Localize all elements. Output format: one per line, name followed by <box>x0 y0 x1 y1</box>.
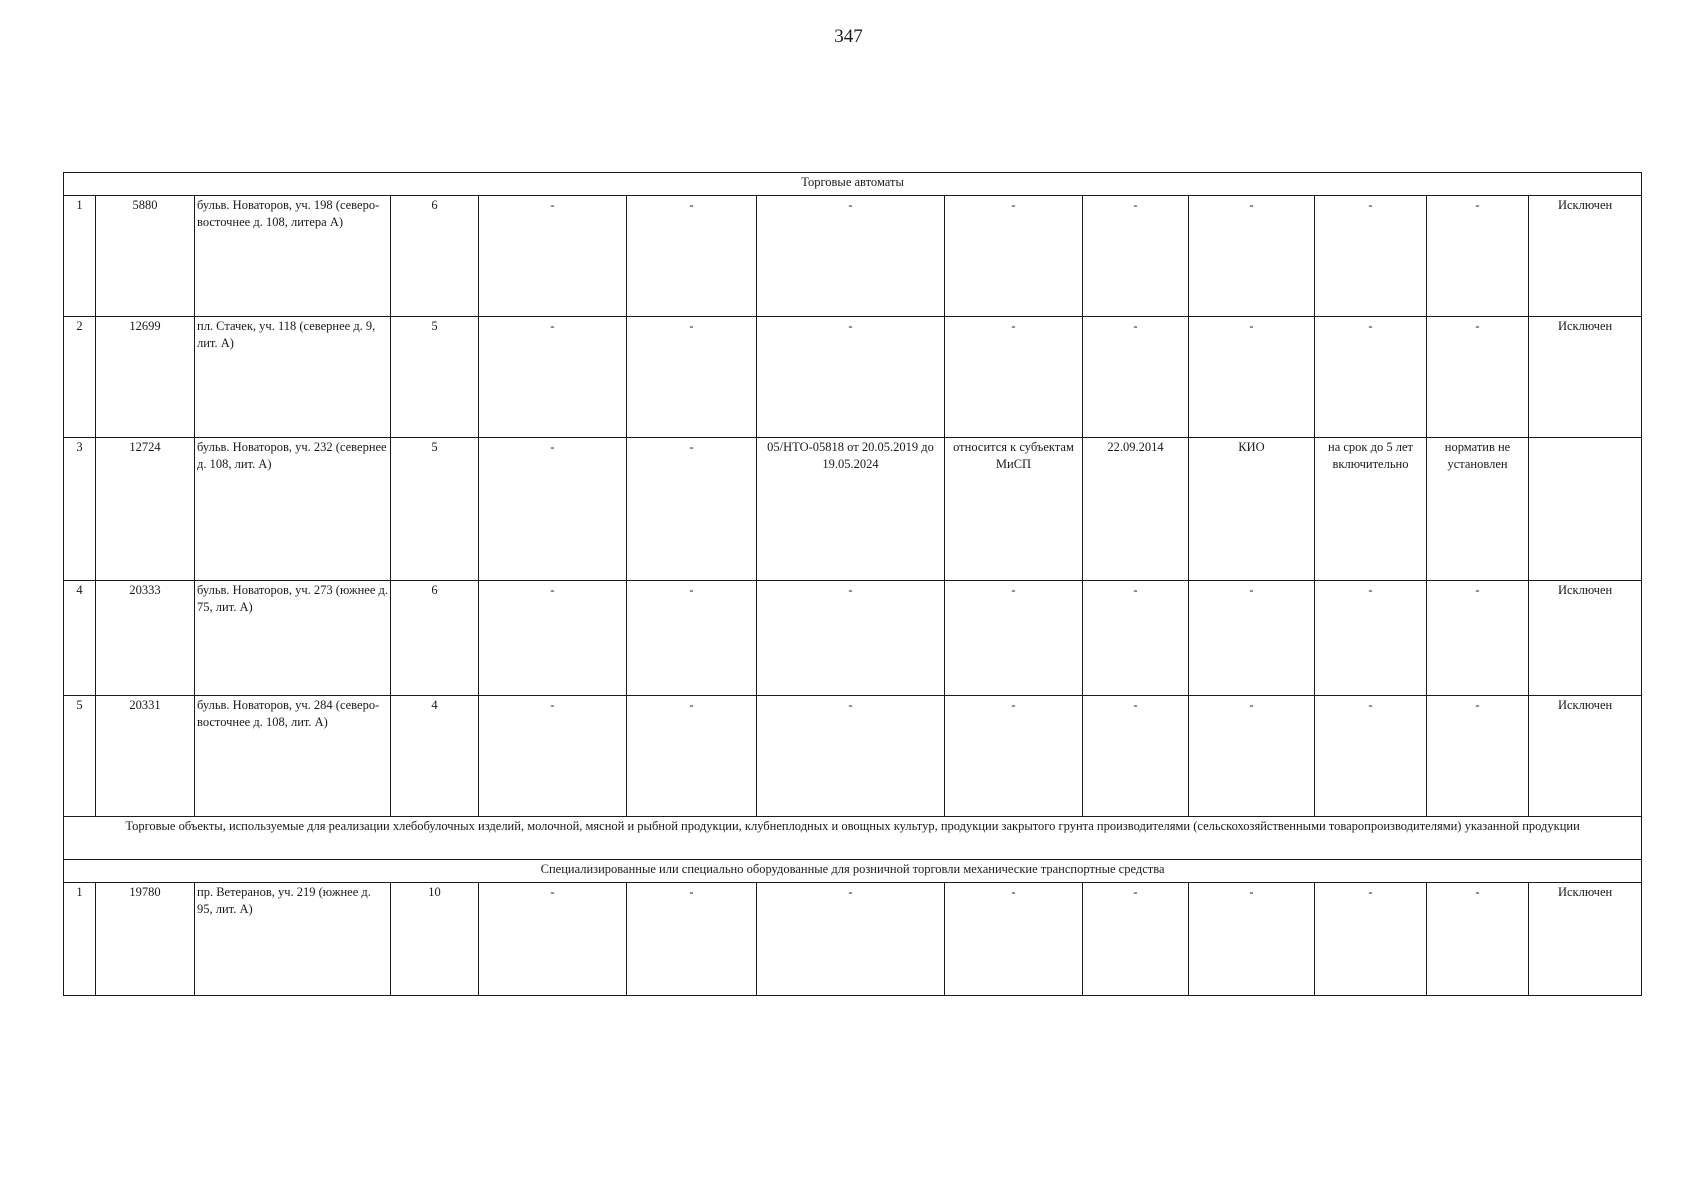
object-id: 19780 <box>96 883 195 996</box>
term: на срок до 5 лет включительно <box>1315 438 1427 581</box>
business-category: - <box>945 696 1083 817</box>
contract: - <box>757 696 945 817</box>
address: бульв. Новаторов, уч. 198 (северо-восточнее д. 108, литера А) <box>195 196 391 317</box>
table-row <box>64 696 1642 817</box>
placement-scheme-table <box>63 172 1642 996</box>
table-row <box>64 581 1642 696</box>
section-header-row <box>64 817 1642 860</box>
cell-col5: - <box>479 883 627 996</box>
authority: - <box>1189 317 1315 438</box>
cell-col5: - <box>479 196 627 317</box>
quantity: 10 <box>391 883 479 996</box>
row-number: 5 <box>64 696 96 817</box>
object-id: 20331 <box>96 696 195 817</box>
authority: - <box>1189 581 1315 696</box>
contract: 05/НТО-05818 от 20.05.2019 до 19.05.2024 <box>757 438 945 581</box>
row-number: 1 <box>64 196 96 317</box>
row-number: 1 <box>64 883 96 996</box>
cell-col5: - <box>479 581 627 696</box>
status <box>1529 438 1642 581</box>
term: - <box>1315 317 1427 438</box>
address: пл. Стачек, уч. 118 (севернее д. 9, лит. А) <box>195 317 391 438</box>
object-id: 12724 <box>96 438 195 581</box>
status: Исключен <box>1529 581 1642 696</box>
cell-col6: - <box>627 581 757 696</box>
authority: - <box>1189 196 1315 317</box>
business-category: - <box>945 581 1083 696</box>
section-title: Специализированные или специально оборудованные для розничной торговли механические транспортные средства <box>64 860 1642 883</box>
authority: - <box>1189 696 1315 817</box>
date: - <box>1083 883 1189 996</box>
cell-col5: - <box>479 696 627 817</box>
date: - <box>1083 581 1189 696</box>
row-number: 3 <box>64 438 96 581</box>
status: Исключен <box>1529 317 1642 438</box>
quantity: 6 <box>391 581 479 696</box>
table-row <box>64 438 1642 581</box>
contract: - <box>757 883 945 996</box>
address: бульв. Новаторов, уч. 273 (южнее д. 75, лит. А) <box>195 581 391 696</box>
authority: КИО <box>1189 438 1315 581</box>
norm: - <box>1427 196 1529 317</box>
term: - <box>1315 581 1427 696</box>
contract: - <box>757 317 945 438</box>
date: 22.09.2014 <box>1083 438 1189 581</box>
status: Исключен <box>1529 883 1642 996</box>
norm: - <box>1427 317 1529 438</box>
authority: - <box>1189 883 1315 996</box>
address: бульв. Новаторов, уч. 232 (севернее д. 108, лит. А) <box>195 438 391 581</box>
business-category: - <box>945 883 1083 996</box>
row-number: 4 <box>64 581 96 696</box>
table-row <box>64 196 1642 317</box>
table-row <box>64 883 1642 996</box>
page-number: 347 <box>834 26 863 47</box>
norm: - <box>1427 696 1529 817</box>
object-id: 5880 <box>96 196 195 317</box>
address: бульв. Новаторов, уч. 284 (северо-восточнее д. 108, лит. А) <box>195 696 391 817</box>
address: пр. Ветеранов, уч. 219 (южнее д. 95, лит. А) <box>195 883 391 996</box>
term: - <box>1315 696 1427 817</box>
business-category: - <box>945 196 1083 317</box>
cell-col5: - <box>479 438 627 581</box>
business-category: относится к субъектам МиСП <box>945 438 1083 581</box>
cell-col5: - <box>479 317 627 438</box>
contract: - <box>757 581 945 696</box>
cell-col6: - <box>627 696 757 817</box>
quantity: 4 <box>391 696 479 817</box>
object-id: 20333 <box>96 581 195 696</box>
quantity: 5 <box>391 438 479 581</box>
object-id: 12699 <box>96 317 195 438</box>
cell-col6: - <box>627 438 757 581</box>
section-title: Торговые объекты, используемые для реализации хлебобулочных изделий, молочной, мясной и рыбной продукции, клубнеплодных и овощных культур, продукции закрытого грунта производителями (сельскохозяйственными товаропроизводителями) указанной продукции <box>64 817 1642 860</box>
date: - <box>1083 696 1189 817</box>
status: Исключен <box>1529 696 1642 817</box>
section-title: Торговые автоматы <box>64 173 1642 196</box>
business-category: - <box>945 317 1083 438</box>
cell-col6: - <box>627 196 757 317</box>
cell-col6: - <box>627 317 757 438</box>
norm: норматив не установлен <box>1427 438 1529 581</box>
row-number: 2 <box>64 317 96 438</box>
term: - <box>1315 196 1427 317</box>
norm: - <box>1427 581 1529 696</box>
status: Исключен <box>1529 196 1642 317</box>
quantity: 6 <box>391 196 479 317</box>
cell-col6: - <box>627 883 757 996</box>
section-header-row <box>64 173 1642 196</box>
norm: - <box>1427 883 1529 996</box>
contract: - <box>757 196 945 317</box>
section-header-row <box>64 860 1642 883</box>
term: - <box>1315 883 1427 996</box>
date: - <box>1083 317 1189 438</box>
date: - <box>1083 196 1189 317</box>
quantity: 5 <box>391 317 479 438</box>
table-row <box>64 317 1642 438</box>
